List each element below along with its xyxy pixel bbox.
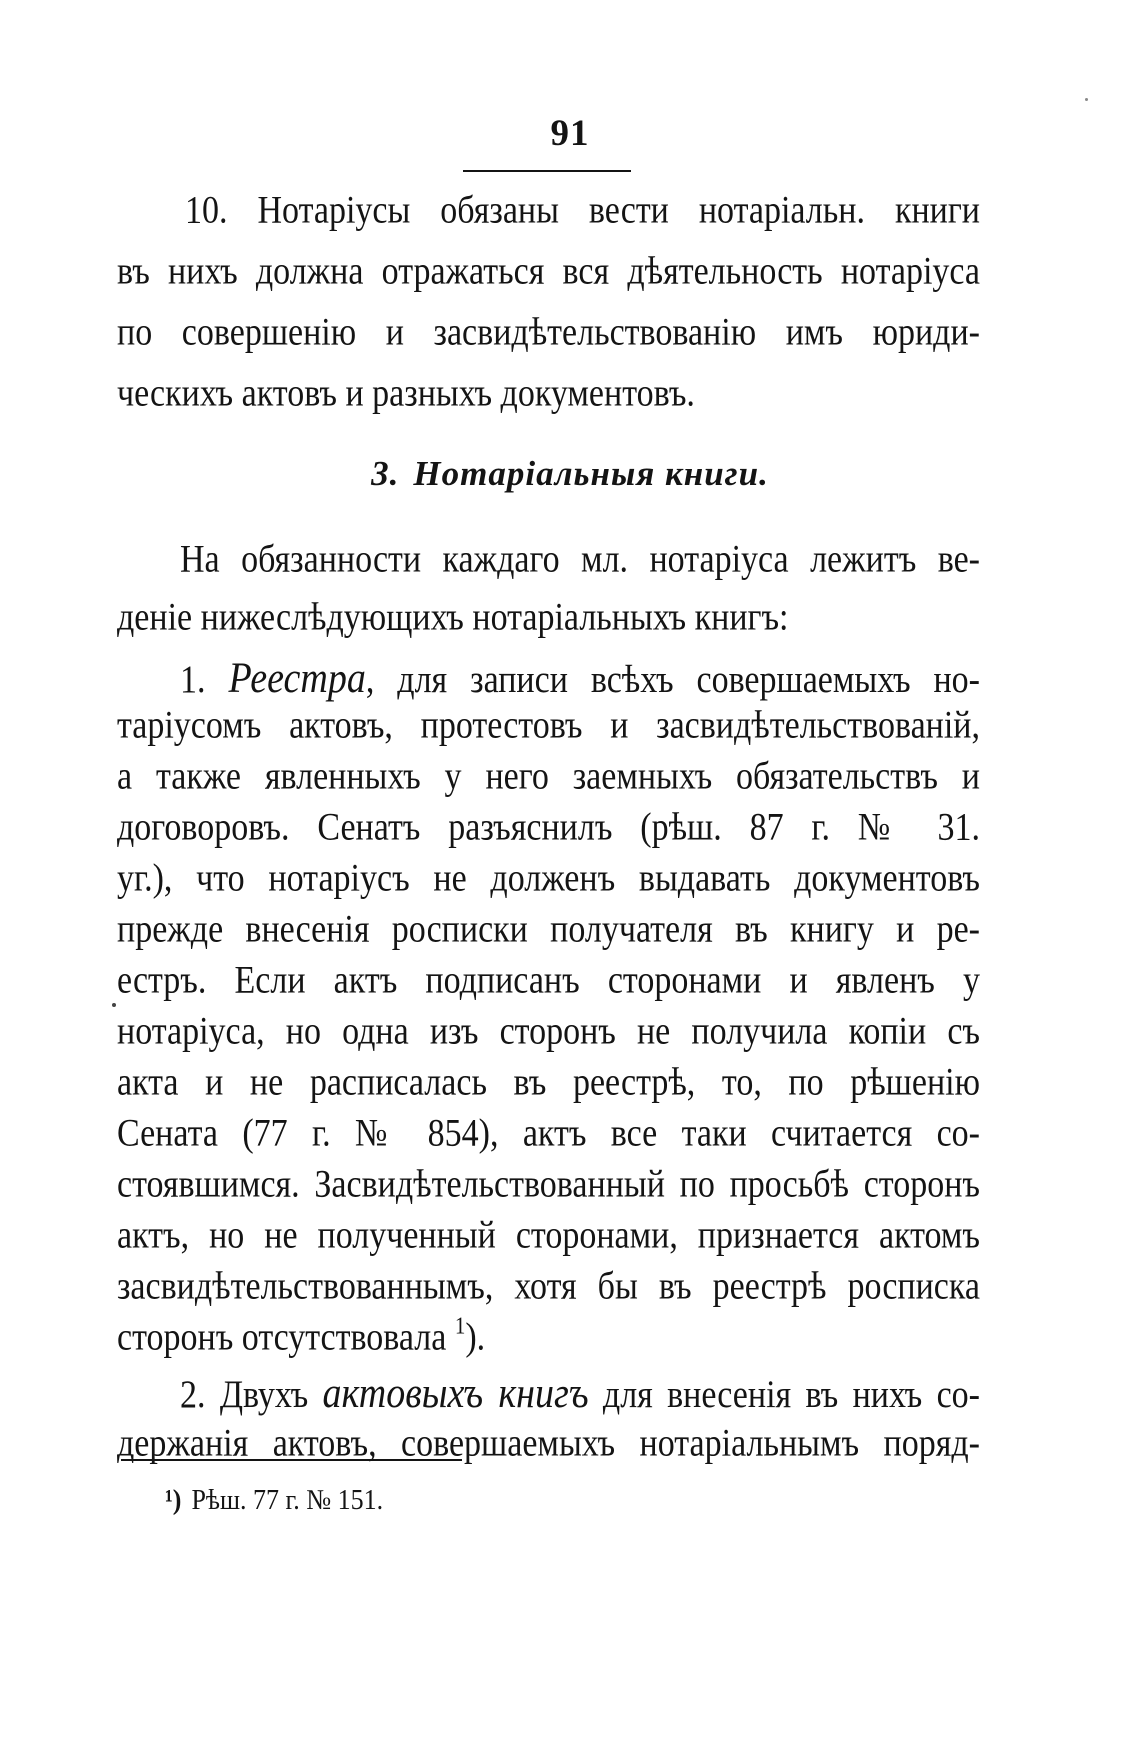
item-1-line: нотаріуса, но одна изъ сторонъ не получила копіи съ: [117, 1010, 980, 1053]
footnote-reference: 1: [454, 1311, 466, 1340]
section-title: Нотаріальныя книги.: [413, 454, 769, 493]
footnote-1-text: Рѣш. 77 г. № 151.: [191, 1483, 384, 1516]
header-rule: [463, 170, 631, 172]
item-2-number: 2.: [180, 1373, 206, 1416]
item-1-line: прежде внесенія росписки получателя въ книгу и ре-: [117, 908, 980, 951]
item-1-line: засвидѣтельствованнымъ, хотя бы въ реестрѣ росписка: [117, 1265, 980, 1308]
item-1-line: стоявшимся. Засвидѣтельствованный по просьбѣ сторонъ: [117, 1163, 980, 1206]
item-2-first-line-rest: для внесенія въ нихъ со-: [602, 1373, 980, 1416]
item-1-last-line-text: сторонъ отсутствовала: [117, 1316, 447, 1359]
item-1-line: таріусомъ актовъ, протестовъ и засвидѣтельствованій,: [117, 704, 980, 747]
item-2-term: актовыхъ книгъ: [322, 1368, 589, 1418]
paragraph-10-line-2: въ нихъ должна отражаться вся дѣятельность нотаріуса: [117, 250, 980, 293]
section-heading: [0, 448, 1140, 500]
item-2-word-before: Двухъ: [219, 1373, 309, 1416]
item-1-last-line: [117, 1308, 980, 1368]
page-number: 91: [550, 113, 590, 154]
item-1-line: а также явленныхъ у него заемныхъ обязательствъ и: [117, 755, 980, 798]
item-1-line: актъ, но не полученный сторонами, признается актомъ: [117, 1214, 980, 1257]
intro-line-2: деніе нижеслѣдующихъ нотаріальныхъ книгъ:: [117, 596, 789, 639]
intro-line-1: На обязанности каждаго мл. нотаріуса лежитъ ве-: [180, 538, 980, 581]
item-1-line: уг.), что нотаріусъ не долженъ выдавать документовъ: [117, 857, 980, 900]
item-1-term: Реестра: [228, 653, 366, 703]
item-1-line: договоровъ. Сенатъ разъяснилъ (рѣш. 87 г. № 31.: [117, 806, 980, 849]
item-1-number: 1.: [180, 658, 206, 701]
item-1-line: акта и не расписалась въ реестрѣ, то, по рѣшенію: [117, 1061, 980, 1104]
footnote-1: [165, 1478, 383, 1522]
item-2-line: держанія актовъ, совершаемыхъ нотаріальнымъ поряд-: [117, 1422, 980, 1465]
paper-speck: [112, 1003, 116, 1007]
item-1-first-line-rest: , для записи всѣхъ совершаемыхъ но-: [365, 658, 980, 701]
paragraph-10-line-1: 10. Нотаріусы обязаны вести нотаріальн. книги: [185, 189, 980, 232]
section-number: 3.: [371, 454, 400, 493]
paragraph-10-line-4: ческихъ актовъ и разныхъ документовъ.: [117, 372, 695, 415]
item-1-line: естръ. Если актъ подписанъ сторонами и явленъ у: [117, 959, 980, 1002]
item-1-last-line-end: ).: [465, 1316, 486, 1359]
item-1-line: Сената (77 г. № 854), актъ все таки считается со-: [117, 1112, 980, 1155]
paper-speck: [1085, 98, 1088, 101]
footnote-1-mark: ¹): [165, 1483, 182, 1516]
paragraph-10-line-3: по совершенію и засвидѣтельствованію имъ юриди-: [117, 311, 980, 354]
